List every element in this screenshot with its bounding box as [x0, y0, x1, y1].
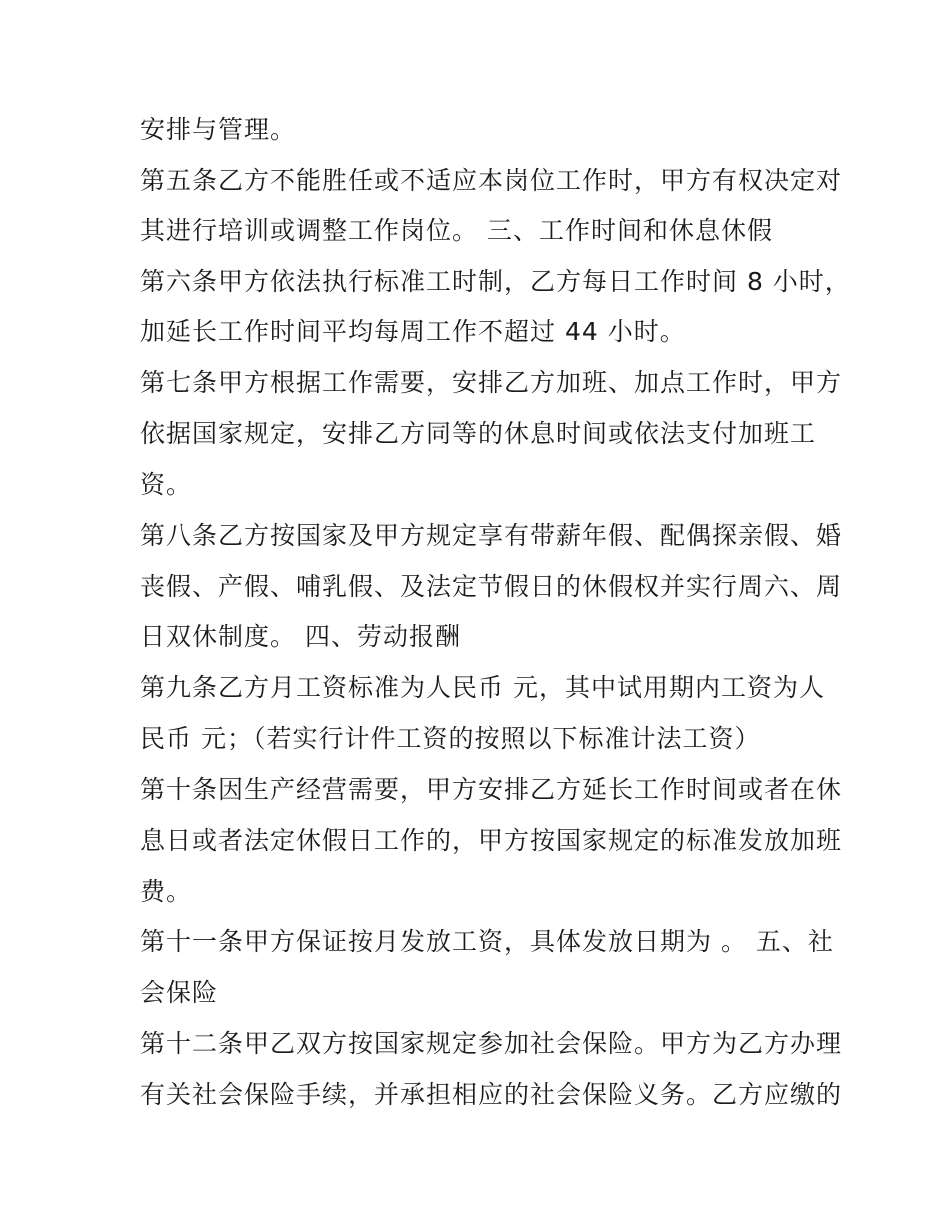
text-line: 第十条因生产经营需要，甲方安排乙方延长工作时间或者在休	[140, 775, 843, 804]
text-line: 会保险	[140, 978, 219, 1007]
text-line: 第六条甲方依法执行标准工时制，乙方每日工作时间 8 小时，	[140, 267, 851, 296]
text-line: 第七条甲方根据工作需要，安排乙方加班、加点工作时，甲方	[140, 368, 843, 397]
text-line: 第十二条甲乙双方按国家规定参加社会保险。甲方为乙方办理	[140, 1029, 843, 1058]
text-line: 丧假、产假、哺乳假、及法定节假日的休假权并实行周六、周	[140, 572, 843, 601]
text-line: 资。	[140, 470, 193, 499]
text-line: 有关社会保险手续，并承担相应的社会保险义务。乙方应缴的	[140, 1080, 843, 1109]
text-line: 第五条乙方不能胜任或不适应本岗位工作时，甲方有权决定对	[140, 166, 843, 195]
text-line: 第八条乙方按国家及甲方规定享有带薪年假、配偶探亲假、婚	[140, 521, 843, 550]
text-line: 依据国家规定，安排乙方同等的休息时间或依法支付加班工	[140, 419, 817, 448]
text-line: 费。	[140, 877, 193, 906]
text-line: 第九条乙方月工资标准为人民币 元，其中试用期内工资为人	[140, 673, 825, 702]
text-line: 第十一条甲方保证按月发放工资，具体发放日期为 。 五、社	[140, 927, 834, 956]
text-line: 日双休制度。 四、劳动报酬	[140, 622, 461, 651]
text-line: 加延长工作时间平均每周工作不超过 44 小时。	[140, 317, 686, 346]
text-line: 息日或者法定休假日工作的，甲方按国家规定的标准发放加班	[140, 826, 843, 855]
text-line: 安排与管理。	[140, 115, 297, 144]
text-line: 民币 元；（若实行计件工资的按照以下标准计法工资）	[140, 724, 761, 753]
text-line: 其进行培训或调整工作岗位。 三、工作时间和休息休假	[140, 216, 773, 245]
